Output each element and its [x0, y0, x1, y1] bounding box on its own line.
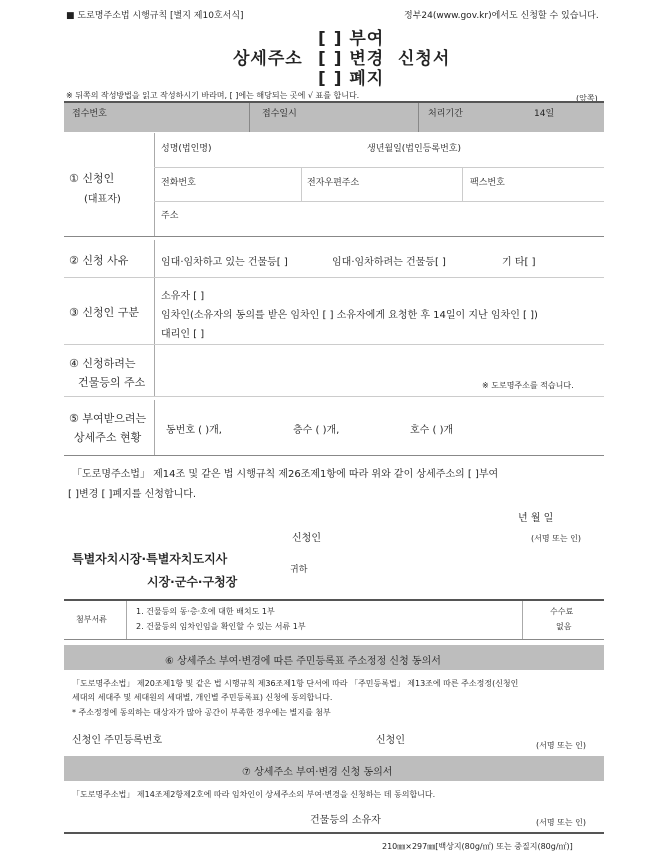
declaration-line1: 「도로명주소법」 제14조 및 같은 법 시행규칙 제26조제1항에 따라 위와 같이 상세주소의 [ ]부여: [72, 469, 499, 480]
attachment-item-2: 2. 건물등의 임차인임을 확인할 수 있는 서류 1부: [136, 622, 306, 631]
phone-label: 전화번호: [161, 178, 196, 188]
attachment-fee-divider: [522, 601, 523, 639]
status-floor-count: 층수 ( )개,: [293, 425, 340, 436]
category-agent: 대리인 [ ]: [161, 329, 205, 340]
section-line-5: [64, 455, 604, 456]
fee-label: 수수료: [550, 607, 574, 616]
applicant-row-line-2: [154, 201, 604, 202]
applicant-section-sub: (대표자): [84, 194, 121, 205]
section-line-2: [64, 277, 604, 278]
status-label-divider: [154, 400, 155, 455]
email-fax-divider: [462, 168, 463, 201]
status-label-line1: ⑤ 부여받으려는: [69, 412, 147, 425]
applicant-label-divider: [154, 133, 155, 236]
paper-spec: 210㎜×297㎜[백상지(80g/㎡) 또는 중질지(80g/㎡)]: [382, 842, 573, 851]
fee-value: 없음: [556, 622, 572, 631]
title-option-abolish: [ ] 폐지: [318, 69, 385, 89]
attachment-label-divider: [126, 601, 127, 639]
reason-option-other: 기 타[ ]: [502, 257, 536, 268]
title-option-grant: [ ] 부여: [318, 29, 385, 49]
receipt-number-label: 접수번호: [72, 109, 107, 119]
bottom-border: [64, 832, 604, 834]
consent7-line1: 「도로명주소법」 제14조제2항제2호에 따라 임차인이 상세주소의 부여·변경을 신청하는 데 동의합니다.: [72, 790, 436, 799]
receipt-date-label: 접수일시: [262, 109, 297, 119]
attachment-item-1: 1. 건물등의 동·층·호에 대한 배치도 1부: [136, 607, 275, 616]
consent6-applicant-label: 신청인: [376, 735, 405, 746]
declaration-line2: [ ]변경 [ ]폐지를 신청합니다.: [68, 489, 197, 500]
building-note: ※ 도로명주소를 적습니다.: [482, 381, 574, 390]
phone-email-divider: [301, 168, 302, 201]
declaration-sign: (서명 또는 인): [531, 534, 581, 543]
title-suffix: 신청서: [398, 49, 451, 69]
category-label: ③ 신청인 구분: [69, 306, 139, 319]
recipient-line1: 특별자치시장·특별자치도지사: [72, 552, 228, 566]
category-tenant: 임차인(소유자의 동의를 받은 임차인 [ ] 소유자에게 요청한 후 14일이 지난 임차인 [ ]): [161, 310, 538, 321]
consent6-line1: 「도로명주소법」 제20조제1항 및 같은 법 시행규칙 제36조제1항 단서에 따라 「주민등록법」 제13조에 따른 주소정정(신청인: [72, 679, 519, 688]
consent7-title: ⑦ 상세주소 부여·변경 신청 동의서: [242, 767, 393, 778]
status-dong-count: 동번호 ( )개,: [166, 425, 222, 436]
status-label-line2: 상세주소 현황: [74, 431, 142, 444]
title-option-change: [ ] 변경: [318, 49, 385, 69]
consent6-id-label: 신청인 주민등록번호: [72, 735, 163, 746]
reason-option-to-lease: 임대·임차하려는 건물등[ ]: [332, 257, 446, 268]
consent6-title: ⑥ 상세주소 부여·변경에 따른 주민등록표 주소정정 신청 동의서: [165, 656, 441, 667]
reason-label: ② 신청 사유: [69, 254, 129, 267]
consent7-owner-label: 건물등의 소유자: [310, 815, 381, 826]
attachment-label: 첨부서류: [76, 615, 107, 624]
applicant-row-line-1: [154, 167, 604, 168]
online-note: 정부24(www.gov.kr)에서도 신청할 수 있습니다.: [404, 11, 599, 21]
section-line-4: [64, 396, 604, 397]
section-line-1: [64, 236, 604, 237]
receipt-divider-2: [418, 103, 419, 132]
birth-label: 생년월일(법인등록번호): [367, 144, 461, 154]
name-label: 성명(법인명): [161, 144, 212, 154]
receipt-band: [64, 103, 604, 132]
attachment-top-border: [64, 599, 604, 601]
declaration-applicant-label: 신청인: [292, 533, 321, 544]
consent7-sign: (서명 또는 인): [536, 818, 586, 827]
processing-period-value: 14일: [534, 109, 555, 119]
reason-option-leased: 임대·임차하고 있는 건물등[ ]: [161, 257, 288, 268]
category-owner: 소유자 [ ]: [161, 291, 205, 302]
building-label-line2: 건물등의 주소: [78, 376, 146, 389]
building-label-line1: ④ 신청하려는: [69, 357, 136, 370]
applicant-section-label: ① 신청인: [69, 172, 115, 185]
consent6-note: * 주소정정에 동의하는 대상자가 많아 공간이 부족한 경우에는 별지를 첨부: [72, 708, 331, 717]
recipient-honorific: 귀하: [290, 565, 308, 575]
receipt-divider-1: [249, 103, 250, 132]
page-side: (앞쪽): [576, 94, 598, 103]
fax-label: 팩스번호: [470, 178, 505, 188]
consent6-sign: (서명 또는 인): [536, 741, 586, 750]
attachment-bottom-border: [64, 639, 604, 640]
title-prefix: 상세주소: [233, 49, 303, 69]
recipient-line2: 시장·군수·구청장: [147, 575, 238, 589]
reason-label-divider: [154, 240, 155, 396]
instruction: ※ 뒤쪽의 작성방법을 읽고 작성하시기 바라며, [ ]에는 해당되는 곳에 √ 표를 합니다.: [66, 91, 360, 100]
email-label: 전자우편주소: [307, 178, 360, 188]
address-label: 주소: [161, 211, 179, 221]
section-line-3: [64, 344, 604, 345]
declaration-date: 년 월 일: [518, 513, 554, 524]
status-ho-count: 호수 ( )개: [410, 425, 454, 436]
processing-period-label: 처리기간: [428, 109, 463, 119]
consent6-line2: 세대의 세대주 및 세대원의 세대별, 개인별 주민등록표) 신청에 동의합니다.: [72, 693, 333, 702]
law-reference: ■ 도로명주소법 시행규칙 [별지 제10호서식]: [66, 11, 244, 21]
